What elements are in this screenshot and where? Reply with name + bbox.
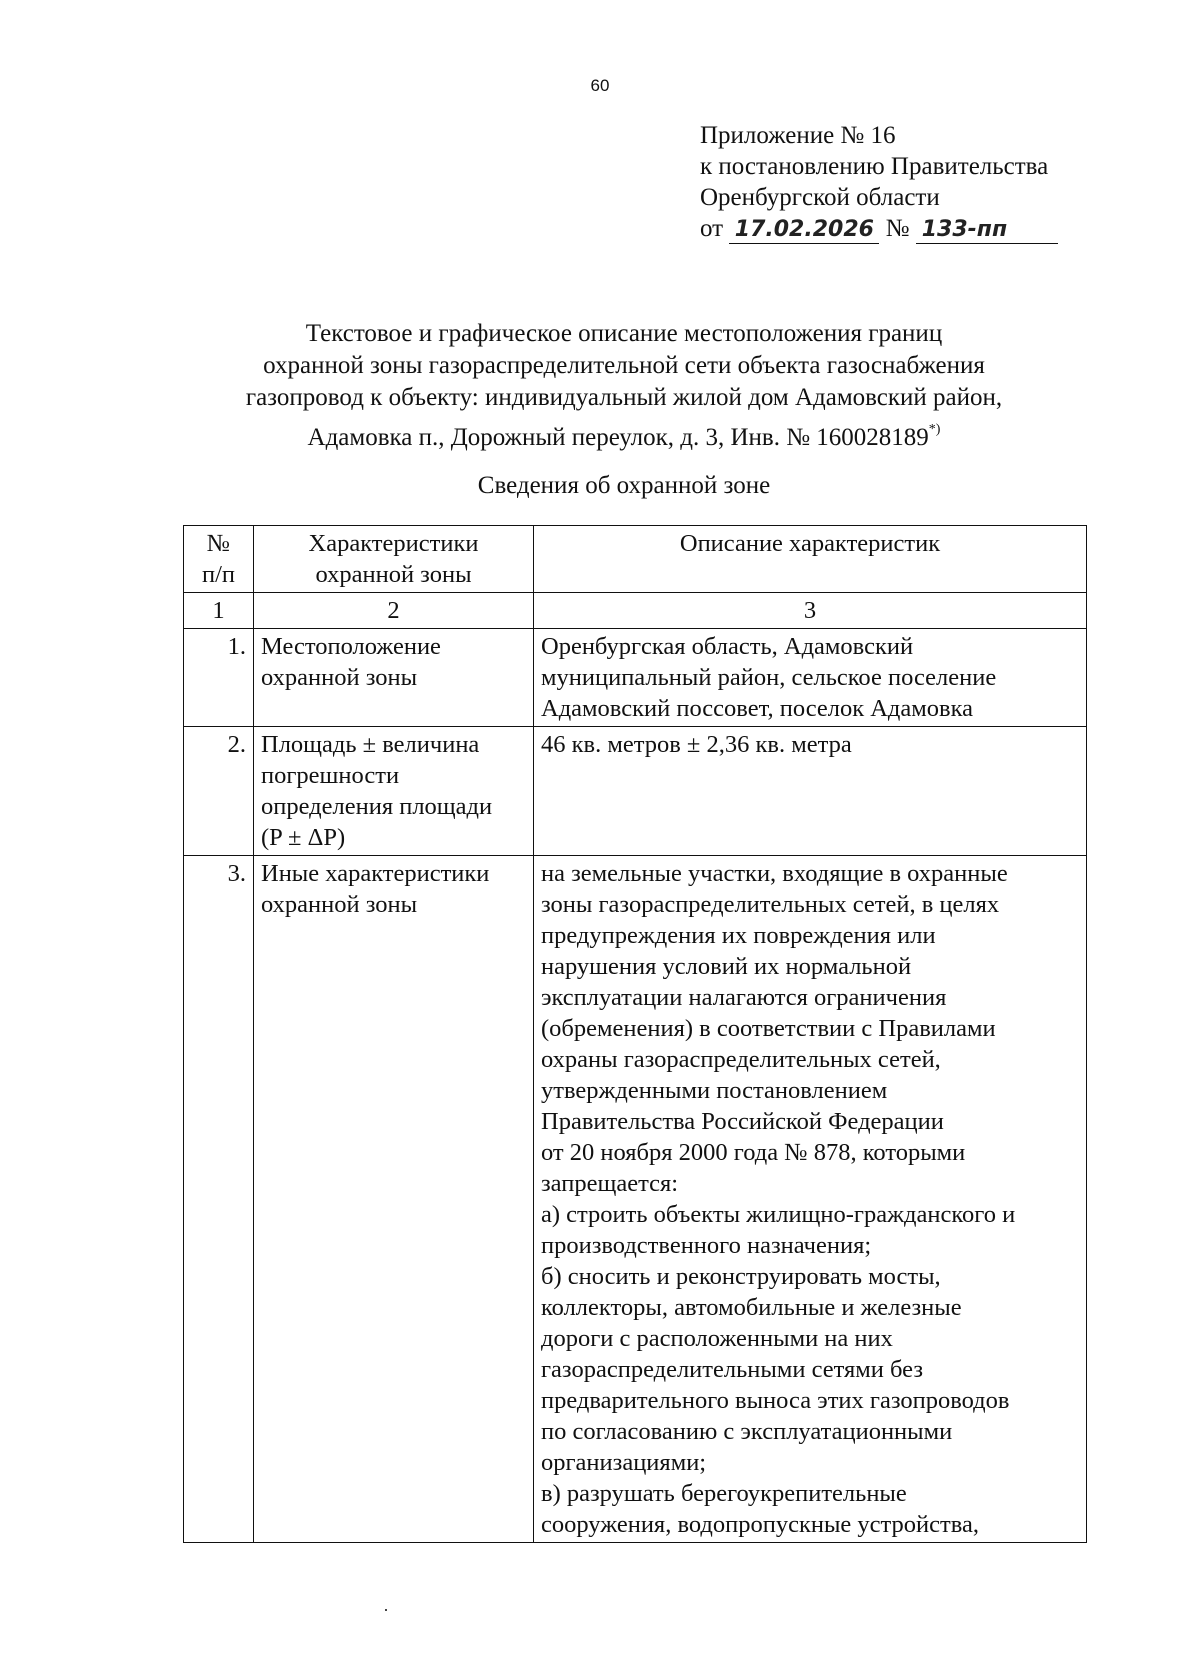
- description-line: Правительства Российской Федерации: [541, 1108, 944, 1135]
- description-line: утвержденными постановлением: [541, 1077, 888, 1104]
- description-line: Оренбургская область, Адамовский: [541, 633, 914, 660]
- footnote-mark: *): [928, 422, 941, 437]
- table-index-row: [184, 593, 1087, 629]
- row-number: 3.: [184, 856, 254, 1543]
- header-text: Характеристики: [308, 530, 479, 557]
- description-line: охраны газораспределительных сетей,: [541, 1046, 941, 1073]
- description-line: на земельные участки, входящие в охранные: [541, 860, 1008, 887]
- row-number: 2.: [184, 727, 254, 856]
- title-line: Текстовое и графическое описание местоположения границ: [305, 320, 943, 347]
- description-line: запрещается:: [541, 1170, 679, 1197]
- header-text: охранной зоны: [315, 561, 472, 588]
- table-row: [184, 727, 1087, 856]
- appendix-region: Оренбургской области: [700, 184, 940, 211]
- description-line: 46 кв. метров ± 2,36 кв. метра: [541, 731, 852, 758]
- table-row: [184, 629, 1087, 727]
- description-line: эксплуатации налагаются ограничения: [541, 984, 947, 1011]
- description-line: сооружения, водопропускные устройства,: [541, 1511, 979, 1538]
- description-line: зоны газораспределительных сетей, в целях: [541, 891, 1000, 918]
- characteristic-line: (P ± ΔP): [261, 824, 346, 851]
- header-cell-number: [184, 526, 254, 593]
- header-text: п/п: [201, 561, 236, 588]
- characteristic-line: погрешности: [261, 762, 400, 789]
- table-header-row: [184, 526, 1087, 593]
- description-line: а) строить объекты жилищно-гражданского и: [541, 1201, 1016, 1228]
- characteristic-line: Площадь ± величина: [261, 731, 480, 758]
- index-cell: 1: [184, 593, 254, 629]
- row-characteristic: [254, 629, 534, 727]
- header-text: №: [206, 530, 231, 557]
- number-label: №: [885, 215, 910, 242]
- description-line: от 20 ноября 2000 года № 878, которыми: [541, 1139, 966, 1166]
- handwritten-number: 133-пп: [916, 217, 1058, 244]
- section-title: Сведения об охранной зоне: [477, 472, 771, 499]
- document-title: [0, 318, 1200, 454]
- from-label: от: [700, 215, 724, 242]
- title-line: охранной зоны газораспределительной сети объекта газоснабжения: [263, 352, 985, 379]
- description-line: организациями;: [541, 1449, 707, 1476]
- description-line: муниципальный район, сельское поселение: [541, 664, 997, 691]
- index-cell: 2: [254, 593, 534, 629]
- description-line: по согласованию с эксплуатационными: [541, 1418, 953, 1445]
- appendix-resolution: к постановлению Правительства: [700, 153, 1049, 180]
- description-line: Адамовский поссовет, поселок Адамовка: [541, 695, 974, 722]
- page-number: 60: [590, 76, 610, 95]
- row-description: [534, 856, 1087, 1543]
- row-characteristic: [254, 727, 534, 856]
- table-row: [184, 856, 1087, 1543]
- characteristic-line: охранной зоны: [261, 664, 418, 691]
- title-line: Адамовка п., Дорожный переулок, д. 3, Инв. № 160028189: [307, 424, 929, 451]
- description-line: предварительного выноса этих газопроводов: [541, 1387, 1010, 1414]
- row-characteristic: [254, 856, 534, 1543]
- row-description: [534, 727, 1087, 856]
- header-cell-characteristics: [254, 526, 534, 593]
- title-line-last: [0, 414, 1200, 454]
- description-line: нарушения условий их нормальной: [541, 953, 912, 980]
- description-line: (обременения) в соответствии с Правилами: [541, 1015, 996, 1042]
- characteristic-line: определения площади: [261, 793, 493, 820]
- description-line: коллекторы, автомобильные и железные: [541, 1294, 962, 1321]
- handwritten-date: 17.02.2026: [729, 217, 879, 244]
- description-line: дороги с расположенными на них: [541, 1325, 893, 1352]
- header-text: Описание характеристик: [679, 530, 941, 557]
- description-line: предупреждения их повреждения или: [541, 922, 936, 949]
- description-line: б) сносить и реконструировать мосты,: [541, 1263, 941, 1290]
- description-line: газораспределительными сетями без: [541, 1356, 924, 1383]
- title-line: газопровод к объекту: индивидуальный жилой дом Адамовский район,: [245, 384, 1003, 411]
- index-cell: 3: [534, 593, 1087, 629]
- row-number: 1.: [184, 629, 254, 727]
- row-description: [534, 629, 1087, 727]
- characteristic-line: охранной зоны: [261, 891, 418, 918]
- description-line: в) разрушать берегоукрепительные: [541, 1480, 907, 1507]
- characteristic-line: Местоположение: [261, 633, 441, 660]
- appendix-block: [700, 120, 1058, 244]
- characteristic-line: Иные характеристики: [261, 860, 490, 887]
- appendix-title: Приложение № 16: [700, 122, 896, 149]
- protection-zone-table: [183, 525, 1087, 1543]
- header-cell-description: [534, 526, 1087, 593]
- appendix-date-number-line: [700, 213, 1058, 244]
- scan-speck: [385, 1609, 387, 1611]
- description-line: производственного назначения;: [541, 1232, 872, 1259]
